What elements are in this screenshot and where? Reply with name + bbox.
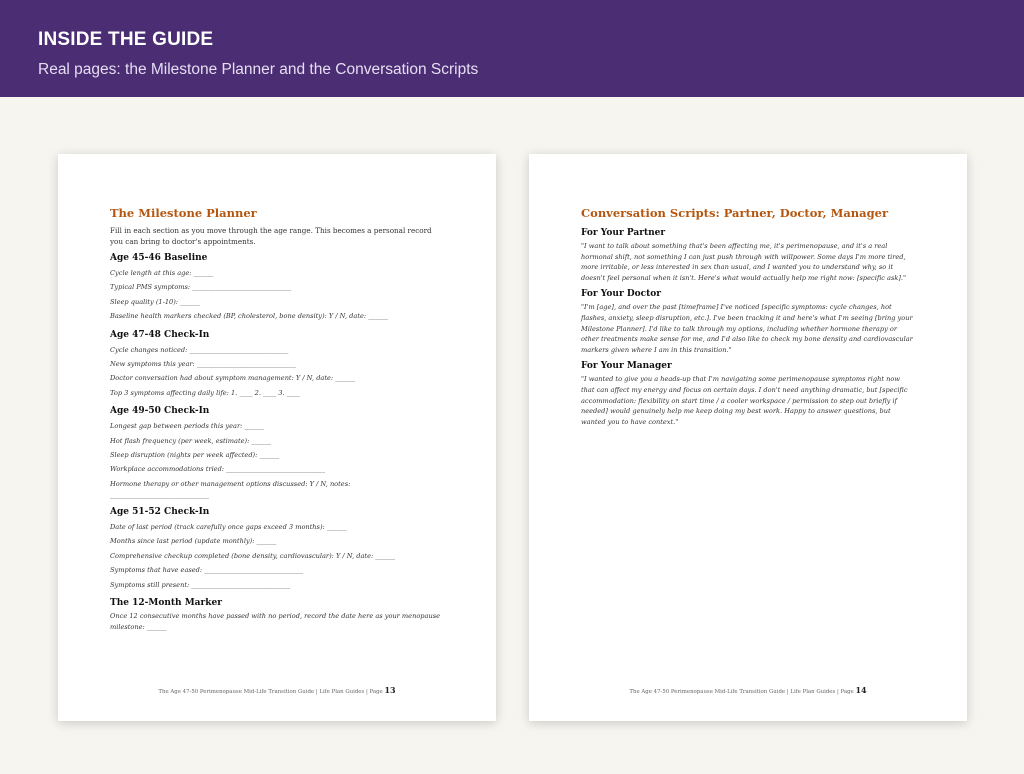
footer-text: The Age 47-50 Perimenopause Mid-Life Transition Guide | Life Plan Guides | Page (158, 689, 383, 695)
form-field: Sleep quality (1-10): ______ (110, 297, 200, 306)
section-12-month-marker (110, 598, 444, 633)
form-field: Once 12 consecutive months have passed with no period, record the date here as your menopause milestone: ______ (110, 611, 440, 631)
form-field: Hot flash frequency (per week, estimate): ______ (110, 436, 272, 445)
form-field: Typical PMS symptoms: ______________________________ (110, 283, 292, 292)
form-field: Cycle changes noticed: ______________________________ (110, 345, 289, 354)
form-field: Workplace accommodations tried: ______________________________ (110, 465, 326, 474)
form-field: Months since last period (update monthly): ______ (110, 537, 277, 546)
section-age-45-46 (110, 253, 444, 324)
section-heading: Age 45-46 Baseline (110, 253, 208, 263)
banner-subtitle: Real pages: the Milestone Planner and the Conversation Scripts (38, 61, 479, 78)
form-field: Cycle length at this age: ______ (110, 269, 214, 277)
page-title: Conversation Scripts: Partner, Doctor, Manager (581, 206, 889, 220)
section-heading: For Your Partner (581, 228, 666, 238)
script-text: "I wanted to give you a heads-up that I'm navigating some perimenopause symptoms right now that can affect my energy and focus on certain days. I don't need anything dramatic, but [specific accommodation: flexibility on start time / a cooler workspace / permission to step out briefly if needed] would genuinely help me keep doing my best work. Happy to answer questions, but wanted you to have context." (581, 375, 908, 426)
section-heading: For Your Manager (581, 361, 672, 372)
footer-text: The Age 47-50 Perimenopause Mid-Life Transition Guide | Life Plan Guides | Page (629, 689, 854, 695)
form-field: Symptoms still present: ______________________________ (110, 580, 291, 589)
section-heading: The 12-Month Marker (110, 597, 222, 608)
section-heading: Age 49-50 Check-In (110, 406, 210, 417)
page-number: 14 (855, 685, 867, 695)
form-field: New symptoms this year: ______________________________ (110, 360, 296, 369)
form-field: Symptoms that have eased: ______________________________ (110, 566, 304, 575)
form-field: Baseline health markers checked (BP, cholesterol, bone density): Y / N, date: ______ (110, 312, 388, 321)
section-heading: Age 47-48 Check-In (110, 329, 210, 340)
form-field: Comprehensive checkup completed (bone density, cardiovascular): Y / N, date: ______ (110, 551, 396, 560)
intro-text: Fill in each section as you move through the age range. This becomes a personal record you can bring to doctor's appointments. (110, 226, 432, 246)
form-field: Longest gap between periods this year: ______ (110, 422, 265, 431)
page-footer (529, 685, 967, 695)
page-milestone-planner (58, 154, 496, 721)
script-text: "I want to talk about something that's been affecting me, it's perimenopause, and it's a real hormonal shift, not something I can just push through with willpower. Some days I'm more tired, more irritable, or less interested in sex than usual, and I wanted you to understand why, so it doesn't feel personal when it isn't. Here's what would actually help me right now: [specific ask]." (581, 242, 907, 282)
form-field: Top 3 symptoms affecting daily life: 1. ____ 2. ____ 3. ____ (110, 388, 300, 397)
section-age-47-48 (110, 330, 444, 401)
form-field: Date of last period (track carefully once gaps exceed 3 months): ______ (110, 522, 347, 531)
script-manager (581, 361, 915, 427)
section-age-51-52 (110, 507, 444, 592)
banner-title: INSIDE THE GUIDE (38, 29, 214, 50)
form-field: Hormone therapy or other management options discussed: Y / N, notes: ______________________________ (110, 479, 351, 499)
page-title: The Milestone Planner (110, 206, 257, 220)
section-heading: For Your Doctor (581, 289, 662, 300)
page-number: 13 (384, 685, 396, 695)
section-age-49-50 (110, 406, 444, 501)
script-text: "I'm [age], and over the past [timeframe] I've noticed [specific symptoms: cycle changes, hot flashes, anxiety, sleep disruption, etc.]. I've been tracking it and here's what I'm seeing [bring your Milestone Planner]. I'd like to talk through my options, including whether hormone therapy or other treatments make sense for me, and I'd also like to check my bone density and cardiovascular markers given where I am in this transition." (581, 303, 913, 354)
section-heading: Age 51-52 Check-In (110, 506, 210, 517)
script-doctor (581, 289, 915, 355)
header-banner (0, 0, 1024, 97)
form-field: Doctor conversation had about symptom management: Y / N, date: ______ (110, 374, 356, 383)
page-conversation-scripts (529, 154, 967, 721)
script-partner (581, 228, 915, 283)
page-footer (58, 685, 496, 695)
form-field: Sleep disruption (nights per week affected): ______ (110, 451, 280, 460)
